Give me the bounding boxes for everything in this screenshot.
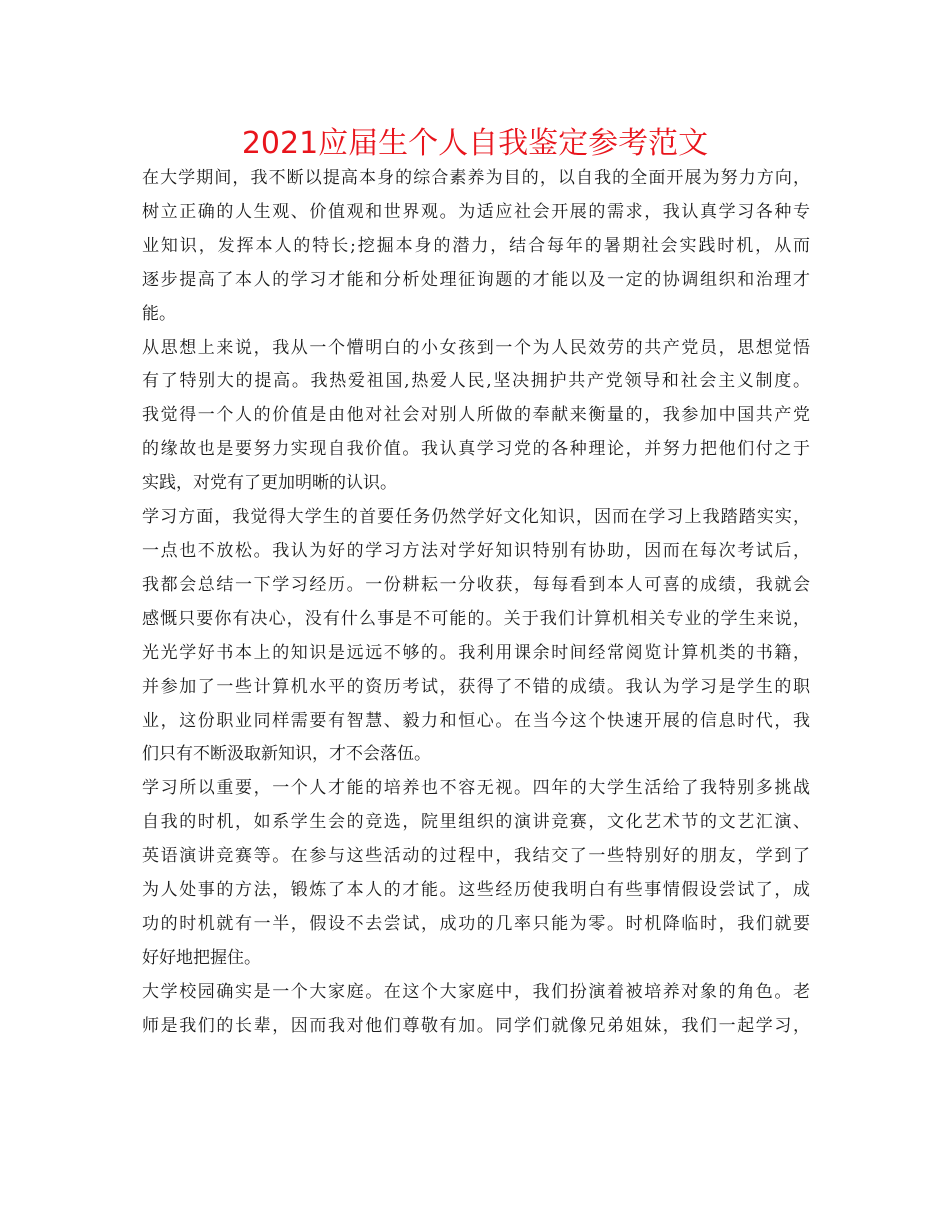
- text-line: 光光学好书本上的知识是远远不够的。我利用课余时间经常阅览计算机类的书籍，: [142, 642, 810, 663]
- text-line: 逐步提高了本人的学习才能和分析处理征询题的才能以及一定的协调组织和治理才: [142, 269, 810, 290]
- text-line: 业，这份职业同样需要有智慧、毅力和恒心。在当今这个快速开展的信息时代，我: [142, 710, 810, 731]
- text-line: 业知识，发挥本人的特长;挖掘本身的潜力，结合每年的暑期社会实践时机，从而: [142, 235, 810, 256]
- text-line: 我觉得一个人的价值是由他对社会对别人所做的奉献来衡量的，我参加中国共产党: [142, 405, 810, 426]
- document-body: [142, 162, 810, 1044]
- text-line: 在大学期间，我不断以提高本身的综合素养为目的，以自我的全面开展为努力方向，: [142, 168, 810, 188]
- text-line: 自我的时机，如系学生会的竞选，院里组织的演讲竞赛，文化艺术节的文艺汇演、: [142, 812, 810, 833]
- text-line: 我都会总结一下学习经历。一份耕耘一分收获，每每看到本人可喜的成绩，我就会: [142, 574, 810, 595]
- text-line: 功的时机就有一半，假设不去尝试，成功的几率只能为零。时机降临时，我们就要: [142, 913, 810, 934]
- document-title: 2021应届生个人自我鉴定参考范文: [241, 126, 709, 161]
- text-line: 实践，对党有了更加明晰的认识。: [142, 473, 397, 494]
- paragraph-2: [142, 332, 810, 502]
- text-line: 学习所以重要，一个人才能的培养也不容无视。四年的大学生活给了我特别多挑战: [142, 778, 810, 799]
- text-line: 师是我们的长辈，因而我对他们尊敬有加。同学们就像兄弟姐妹，我们一起学习，: [142, 1015, 810, 1036]
- paragraph-4: [142, 772, 810, 975]
- text-line: 感慨只要你有决心，没有什么事是不可能的。关于我们计算机相关专业的学生来说，: [142, 608, 810, 629]
- text-line: 一点也不放松。我认为好的学习方法对学好知识特别有协助，因而在每次考试后，: [142, 540, 810, 561]
- text-line: 有了特别大的提高。我热爱祖国,热爱人民,坚决拥护共产党领导和社会主义制度。: [142, 371, 810, 392]
- text-line: 英语演讲竞赛等。在参与这些活动的过程中，我结交了一些特别好的朋友，学到了: [142, 846, 810, 867]
- paragraph-5: [142, 976, 810, 1044]
- paragraph-1: [142, 162, 810, 332]
- text-line: 并参加了一些计算机水平的资历考试，获得了不错的成绩。我认为学习是学生的职: [142, 676, 810, 697]
- text-line: 为人处事的方法，锻炼了本人的才能。这些经历使我明白有些事情假设尝试了，成: [142, 880, 810, 901]
- text-line: 大学校园确实是一个大家庭。在这个大家庭中，我们扮演着被培养对象的角色。老: [142, 981, 810, 1002]
- text-line: 能。: [142, 303, 176, 324]
- text-line: 的缘故也是要努力实现自我价值。我认真学习党的各种理论，并努力把他们付之于: [142, 439, 810, 460]
- text-line: 们只有不断汲取新知识，才不会落伍。: [142, 744, 431, 765]
- paragraph-3: [142, 501, 810, 772]
- text-line: 从思想上来说，我从一个懵明白的小女孩到一个为人民效劳的共产党员，思想觉悟: [142, 337, 810, 358]
- text-line: 好好地把握住。: [142, 947, 261, 968]
- text-line: 学习方面，我觉得大学生的首要任务仍然学好文化知识，因而在学习上我踏踏实实，: [142, 507, 810, 528]
- text-line: 树立正确的人生观、价值观和世界观。为适应社会开展的需求，我认真学习各种专: [142, 201, 810, 222]
